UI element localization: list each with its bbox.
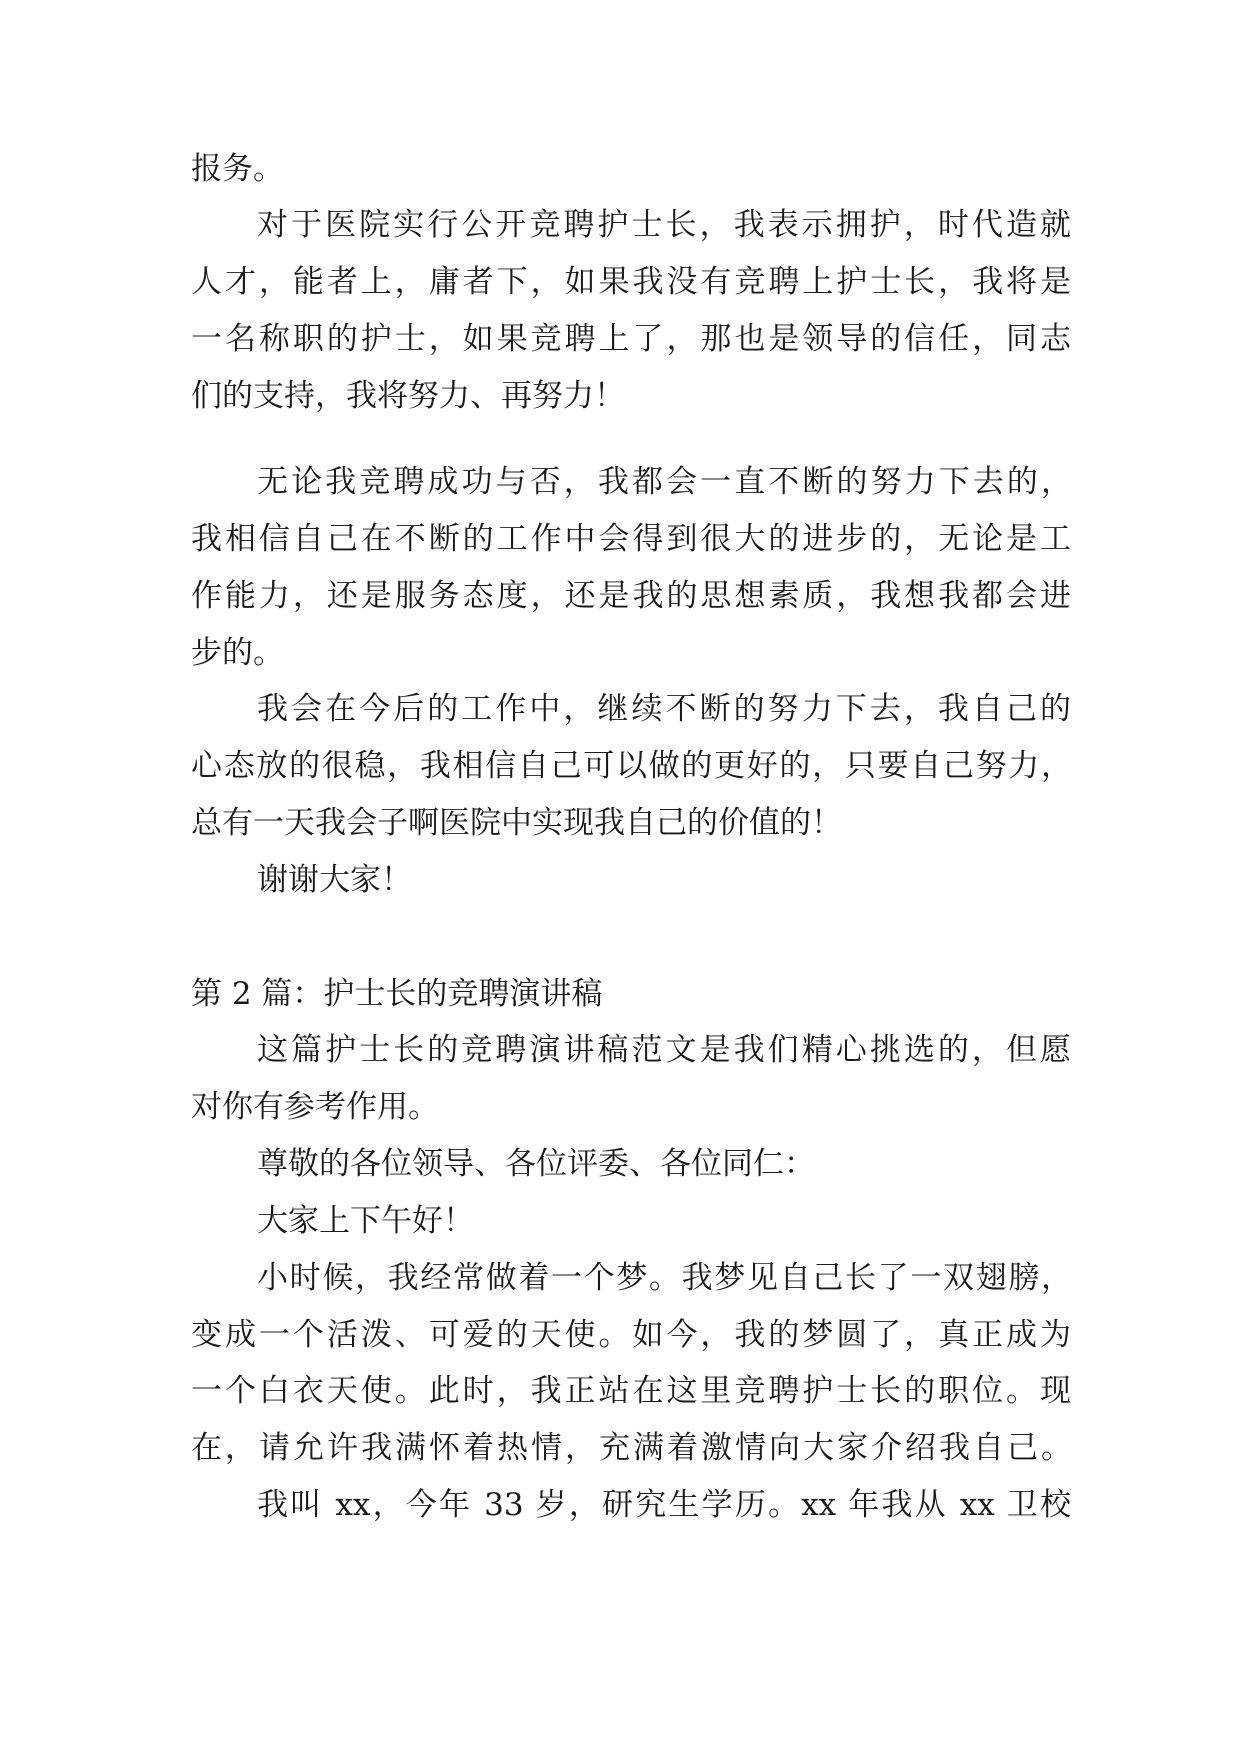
text-line: 无论我竞聘成功与否，我都会一直不断的努力下去的， <box>257 464 1071 500</box>
text-line: 对你有参考作用。 <box>191 1089 439 1125</box>
text-line: 作能力，还是服务态度，还是我的思想素质，我想我都会进 <box>191 578 1071 614</box>
text-line: 报务。 <box>191 151 284 187</box>
text-line: 对于医院实行公开竞聘护士长，我表示拥护，时代造就 <box>257 207 1071 243</box>
text-line: 我会在今后的工作中，继续不断的努力下去，我自己的 <box>257 691 1071 727</box>
text-line: 心态放的很稳，我相信自己可以做的更好的，只要自己努力， <box>191 748 1071 784</box>
text-line: 们的支持，我将努力、再努力！ <box>191 378 625 414</box>
text-line: 小时候，我经常做着一个梦。我梦见自己长了一双翅膀， <box>257 1260 1071 1296</box>
text-line: 步的。 <box>191 635 284 671</box>
section-heading: 第 2 篇：护士长的竞聘演讲稿 <box>191 976 603 1012</box>
text-line: 谢谢大家！ <box>257 862 412 898</box>
text-line: 人才，能者上，庸者下，如果我没有竞聘上护士长，我将是 <box>191 264 1071 300</box>
text-line: 这篇护士长的竞聘演讲稿范文是我们精心挑选的，但愿 <box>257 1032 1071 1068</box>
text-line: 一名称职的护士，如果竞聘上了，那也是领导的信任，同志 <box>191 321 1071 357</box>
text-line: 尊敬的各位领导、各位评委、各位同仁： <box>257 1146 815 1182</box>
text-line: 我相信自己在不断的工作中会得到很大的进步的，无论是工 <box>191 521 1071 557</box>
text-line: 大家上下午好！ <box>257 1203 474 1239</box>
text-line: 变成一个活泼、可爱的天使。如今，我的梦圆了，真正成为 <box>191 1317 1071 1353</box>
text-line: 我叫 xx，今年 33 岁，研究生学历。xx 年我从 xx 卫校 <box>257 1487 1071 1523</box>
text-line: 一个白衣天使。此时，我正站在这里竞聘护士长的职位。现 <box>191 1373 1071 1409</box>
text-line: 在，请允许我满怀着热情，充满着激情向大家介绍我自己。 <box>191 1430 1071 1466</box>
text-line: 总有一天我会子啊医院中实现我自己的价值的！ <box>191 805 842 841</box>
